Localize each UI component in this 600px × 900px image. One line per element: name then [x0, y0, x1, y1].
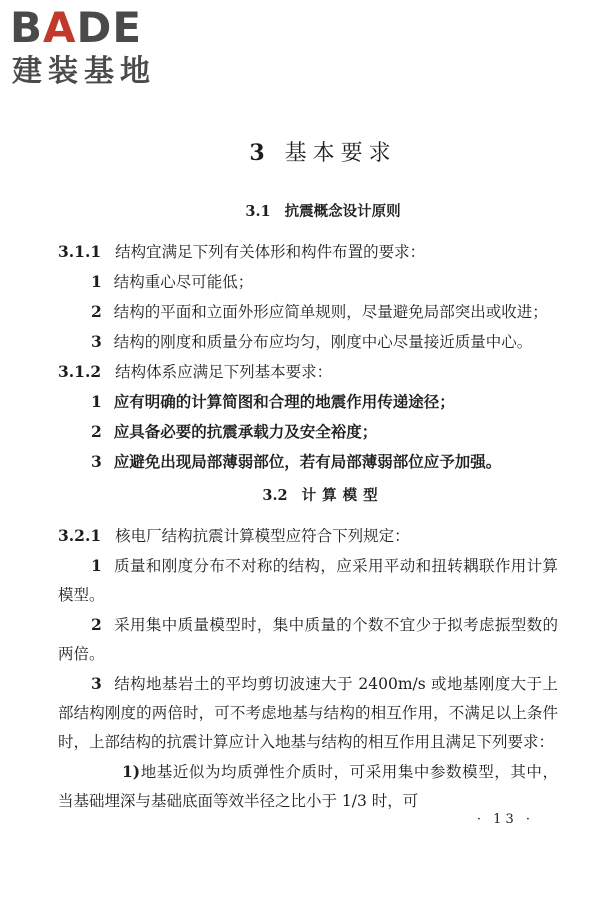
chapter-number: 3: [249, 140, 271, 166]
sub-item-text: 地基近似为均质弹性介质时，可采用集中参数模型，其中，当基础埋深与基础底面等效半径之比小于 1/3 时，可: [58, 763, 558, 810]
list-item: [58, 669, 558, 757]
item-number: 1: [91, 556, 102, 575]
item-text: 结构的平面和立面外形应简单规则，尽量避免局部突出或收进；: [113, 303, 548, 321]
item-number: 1: [91, 272, 102, 291]
item-number: 3: [91, 332, 102, 351]
bade-logo: [10, 4, 180, 92]
logo-subtitle: 建装基地: [12, 54, 156, 89]
item-text: 质量和刚度分布不对称的结构，应采用平动和扭转耦联作用计算模型。: [58, 557, 558, 604]
page-number: · 13 ·: [476, 812, 534, 827]
item-number: 2: [91, 615, 102, 634]
logo-letter-b: B: [10, 3, 44, 52]
section-title-text: 计算模型: [301, 487, 384, 504]
sub-item-number: 1): [122, 762, 141, 781]
item-text: 采用集中质量模型时，集中质量的个数不宜少于拟考虑振型数的两倍。: [58, 616, 558, 663]
list-item: [58, 297, 558, 327]
item-text: 结构地基岩土的平均剪切波速大于 2400m/s 或地基刚度大于上部结构刚度的两倍时，可不考虑地基与结构的相互作用，不满足以上条件时，上部结构的抗震计算应计入地基与结构的相互作用且满足下列要求：: [58, 675, 558, 751]
chapter-title-text: 基本要求: [284, 141, 397, 166]
list-item: [58, 387, 558, 417]
clause-number: 3.1.2: [58, 362, 102, 381]
clause-text: 结构宜满足下列有关体形和构件布置的要求：: [115, 243, 426, 261]
item-text: 结构重心尽可能低；: [113, 273, 254, 291]
item-text: 应避免出现局部薄弱部位，若有局部薄弱部位应予加强。: [113, 452, 502, 471]
list-item: [58, 551, 558, 610]
section-title-3-2: [58, 483, 558, 509]
clause-3-2-1: [58, 521, 558, 551]
logo-wordmark: [10, 4, 142, 52]
list-item: [58, 610, 558, 669]
section-number: 3.2: [262, 487, 288, 504]
clause-text: 核电厂结构抗震计算模型应符合下列规定：: [115, 527, 410, 545]
section-title-text: 抗震概念设计原则: [284, 203, 401, 220]
section-number: 3.1: [245, 203, 271, 220]
sub-item: [58, 757, 558, 816]
chapter-title: [58, 138, 558, 169]
clause-3-1-1: [58, 237, 558, 267]
item-text: 应有明确的计算简图和合理的地震作用传递途径；: [113, 392, 455, 411]
list-item: [58, 267, 558, 297]
item-number: 3: [91, 674, 102, 693]
logo-letter-a: A: [43, 3, 77, 52]
clause-number: 3.1.1: [58, 242, 102, 261]
item-number: 2: [91, 422, 102, 441]
list-item: [58, 327, 558, 357]
section-title-3-1: [58, 199, 558, 225]
item-text: 结构的刚度和质量分布应均匀，刚度中心尽量接近质量中心。: [113, 333, 533, 351]
clause-3-1-2: [58, 357, 558, 387]
item-number: 1: [91, 392, 102, 411]
item-number: 3: [91, 452, 102, 471]
logo-letters-de: DE: [76, 3, 143, 52]
clause-text: 结构体系应满足下列基本要求：: [115, 363, 333, 381]
document-body: [58, 138, 558, 816]
clause-number: 3.2.1: [58, 526, 102, 545]
item-text: 应具备必要的抗震承载力及安全裕度；: [113, 422, 378, 441]
list-item: [58, 417, 558, 447]
list-item: [58, 447, 558, 477]
item-number: 2: [91, 302, 102, 321]
